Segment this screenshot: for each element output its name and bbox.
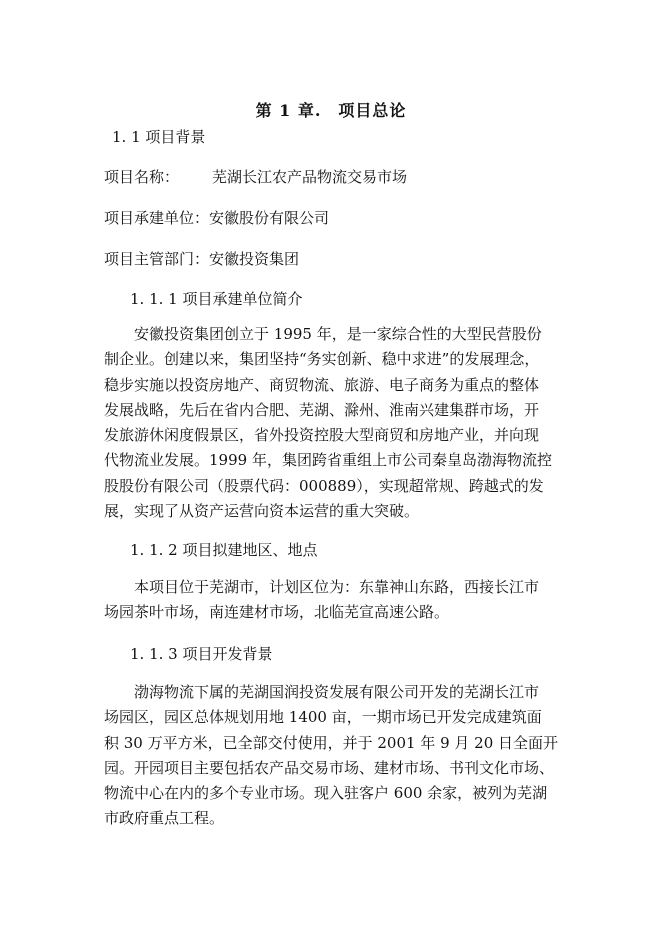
paragraph-line: 场园区，园区总体规划用地 1400 亩，一期市场已开发完成建筑面: [104, 708, 542, 727]
project-name-row: [104, 166, 407, 187]
paragraph-line: 展，实现了从资产运营向资本运营的重大突破。: [104, 502, 420, 521]
subsection-heading-1-1-1: 1. 1. 1 项目承建单位简介: [130, 290, 303, 308]
chapter-title: 第 1 章. 项目总论: [255, 101, 407, 120]
paragraph-background: [104, 680, 594, 832]
builder-unit-label: 项目承建单位：: [104, 209, 210, 227]
paragraph-line: 积 30 万平方米，已全部交付使用，并于 2001 年 9 月 20 日全面开: [104, 733, 559, 752]
paragraph-line: 稳步实施以投资房地产、商贸物流、旅游、电子商务为重点的整体: [104, 375, 540, 394]
paragraph-line: 代物流业发展。1999 年，集团跨省重组上市公司秦皇岛渤海物流控: [104, 451, 552, 470]
subsection-heading-1-1-2: 1. 1. 2 项目拟建地区、地点: [130, 541, 318, 559]
paragraph-line: 园。开园项目主要包括农产品交易市场、建材市场、书刊文化市场、: [104, 758, 555, 777]
paragraph-line: 发旅游休闲度假景区，省外投资控股大型商贸和房地产业，并向现: [104, 426, 540, 445]
paragraph-company-intro: [104, 322, 594, 524]
paragraph-line: 场园茶叶市场，南连建材市场，北临芜宣高速公路。: [104, 603, 450, 622]
paragraph-location: [104, 575, 594, 626]
supervising-dept-value: 安徽投资集团: [209, 250, 300, 268]
project-name-label: 项目名称：: [104, 168, 180, 186]
paragraph-line: 发展战略，先后在省内合肥、芜湖、滁州、淮南兴建集群市场，开: [104, 400, 540, 419]
builder-unit-row: [104, 207, 329, 228]
supervising-dept-row: [104, 248, 299, 269]
paragraph-line: 本项目位于芜湖市，计划区位为：东靠神山东路，西接长江市: [104, 578, 540, 596]
paragraph-line: 安徽投资集团创立于 1995 年，是一家综合性的大型民营股份: [104, 325, 542, 343]
paragraph-line: 物流中心在内的多个专业市场。现入驻客户 600 余家，被列为芜湖: [104, 784, 548, 803]
builder-unit-value: 安徽股份有限公司: [209, 209, 330, 227]
paragraph-line: 制企业。创建以来，集团坚持“务实创新、稳中求进”的发展理念，: [104, 350, 540, 369]
supervising-dept-label: 项目主管部门：: [104, 250, 210, 268]
section-heading-1-1: 1. 1 项目背景: [112, 128, 206, 146]
paragraph-line: 市政府重点工程。: [104, 809, 225, 828]
subsection-heading-1-1-3: 1. 1. 3 项目开发背景: [130, 645, 273, 663]
paragraph-line: 渤海物流下属的芜湖国润投资发展有限公司开发的芜湖长江市: [104, 683, 540, 701]
paragraph-line: 股股份有限公司（股票代码：000889），实现超常规、跨越式的发: [104, 476, 544, 495]
project-name-value: 芜湖长江农产品物流交易市场: [212, 168, 408, 186]
